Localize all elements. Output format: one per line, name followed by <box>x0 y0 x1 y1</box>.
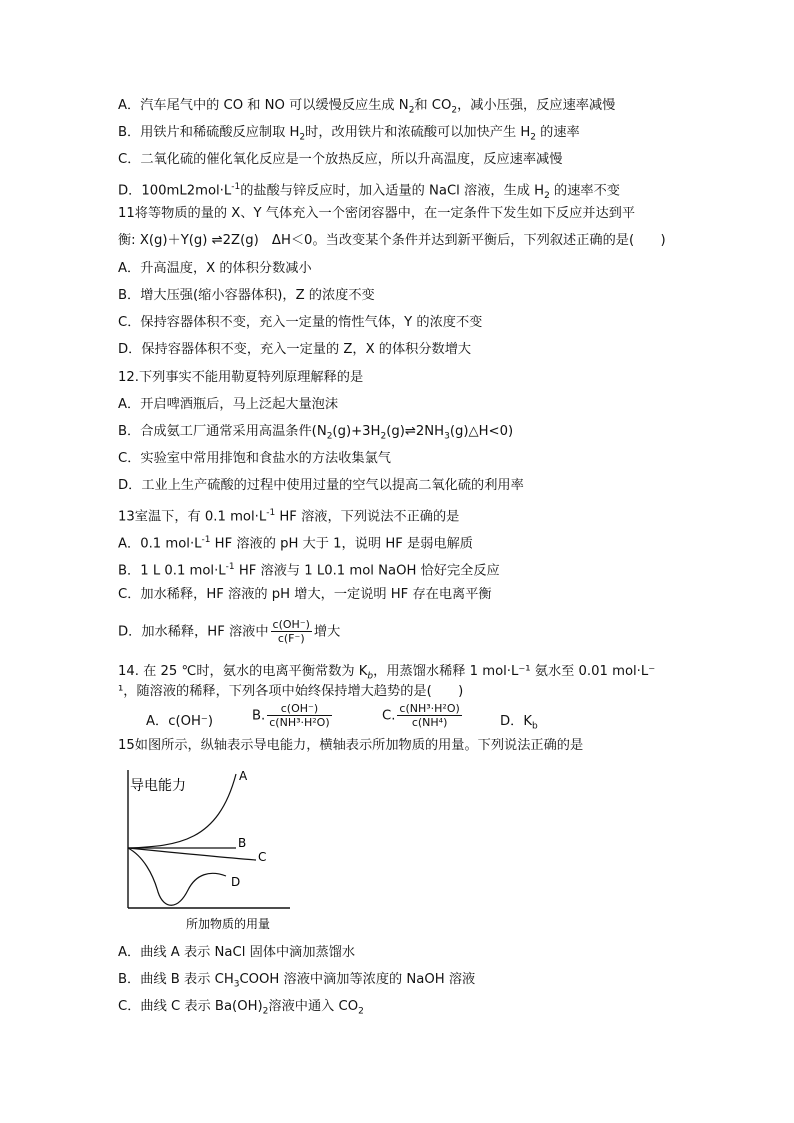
conductivity-graph <box>118 764 298 934</box>
question-14-option-b: B. $\frac{c(OH^-)}{\text{c(NH³·H²O)}}$ <box>252 702 330 729</box>
question-13-option-b: B．1 L 0.1 $mol\cdot L^{-1}$ HF 溶液与 1 L0.1 mol NaOH 恰好完全反应 <box>118 562 500 579</box>
curve-c <box>128 848 256 860</box>
question-14-option-d: D．$K_b$ <box>500 714 538 732</box>
question-14-option-c: C. $\frac{\text{c(NH³·H²O)}}{\text{c(NH⁴)}}$ <box>382 702 460 729</box>
question-15-option-a: A．曲线 A 表示 NaCl 固体中滴加蒸馏水 <box>118 945 356 960</box>
curve-d-label: D <box>231 875 241 889</box>
curve-c-label: C <box>258 850 267 864</box>
question-15: 15如图所示，纵轴表示导电能力，横轴表示所加物质的用量。下列说法正确的是 <box>118 738 584 753</box>
question-11-option-c: C．保持容器体积不变，充入一定量的惰性气体，Y 的浓度不变 <box>118 315 483 330</box>
question-12: 12.下列事实不能用勒夏特列原理解释的是 <box>118 370 364 385</box>
question-11-line1: 11将等物质的量的 X、Y 气体充入一个密闭容器中，在一定条件下发生如下反应并达到平 <box>118 206 636 221</box>
question-14-line1: 14. 在 25 ℃时，氨水的电离平衡常数为 $K_b$，用蒸馏水稀释 1 mol·L⁻¹ 氨水至 0.01 mol·L⁻ <box>118 664 656 682</box>
question-13: 13室温下，有 0.1 $mol\cdot L^{-1}$ HF 溶液，下列说法不正确的是 <box>118 508 460 525</box>
question-14-line2: ¹，随溶液的稀释，下列各项中始终保持增大趋势的是( ) <box>118 684 464 699</box>
question-13-option-a: A．0.1 $mol\cdot L^{-1}$ HF 溶液的 pH 大于 1，说明 HF 是弱电解质 <box>118 535 473 552</box>
question-15-option-b: B．曲线 B 表示 $CH_3COOH$ 溶液中滴加等浓度的 NaOH 溶液 <box>118 972 476 990</box>
question-11-option-a: A．升高温度，X 的体积分数减小 <box>118 261 312 276</box>
fraction-oh-over-f: $\frac{c(OH^-)}{c(F^-)}$ <box>272 618 310 645</box>
question-11-option-b: B．增大压强(缩小容器体积)，Z 的浓度不变 <box>118 288 375 303</box>
question-12-option-a: A．开启啤酒瓶后，马上泛起大量泡沫 <box>118 397 339 412</box>
question-11-line2: 衡: X(g)＋Y(g) ⇌2Z(g) ΔH＜0。当改变某个条件并达到新平衡后，下列叙述正确的是( ) <box>118 233 666 248</box>
question-11-option-d: D．保持容器体积不变，充入一定量的 Z，X 的体积分数增大 <box>118 342 472 357</box>
question-13-option-d: D．加水稀释，HF 溶液中 $\frac{c(OH^-)}{c(F^-)}$ 增大 <box>118 618 341 645</box>
option-10b: B．用铁片和稀硫酸反应制取 $H_2$时，改用铁片和浓硫酸可以加快产生 $H_2$ 的速率 <box>118 125 580 143</box>
question-14-option-a: A．c(OH⁻) <box>146 714 214 729</box>
curve-b-label: B <box>238 836 247 850</box>
question-12-option-d: D．工业上生产硫酸的过程中使用过量的空气以提高二氧化硫的利用率 <box>118 478 524 493</box>
option-10d: D．$100mL2mol\cdot L^{-1}$的盐酸与锌反应时，加入适量的 NaCl 溶液，生成 $H_2$ 的速率不变 <box>118 182 620 202</box>
question-12-option-b: B．合成氨工厂通常采用高温条件$(N_2(g)+3H_2(g)\rightleftharpoons 2NH_3(g)\triangle H<0)$ <box>118 424 514 442</box>
y-axis-label: 导电能力 <box>130 778 186 794</box>
question-15-option-c: C．曲线 C 表示 $Ba(OH)_2$溶液中通入 $CO_2$ <box>118 999 364 1017</box>
x-axis-label: 所加物质的用量 <box>186 917 271 931</box>
option-10a: A．汽车尾气中的 CO 和 NO 可以缓慢反应生成 $N_2$和 $CO_2$，减小压强，反应速率减慢 <box>118 98 616 116</box>
question-13-option-c: C．加水稀释，HF 溶液的 pH 增大，一定说明 HF 存在电离平衡 <box>118 587 492 602</box>
option-10c: C．二氧化硫的催化氧化反应是一个放热反应，所以升高温度，反应速率减慢 <box>118 152 563 167</box>
question-12-option-c: C．实验室中常用排饱和食盐水的方法收集氯气 <box>118 451 391 466</box>
curve-a-label: A <box>239 769 248 783</box>
